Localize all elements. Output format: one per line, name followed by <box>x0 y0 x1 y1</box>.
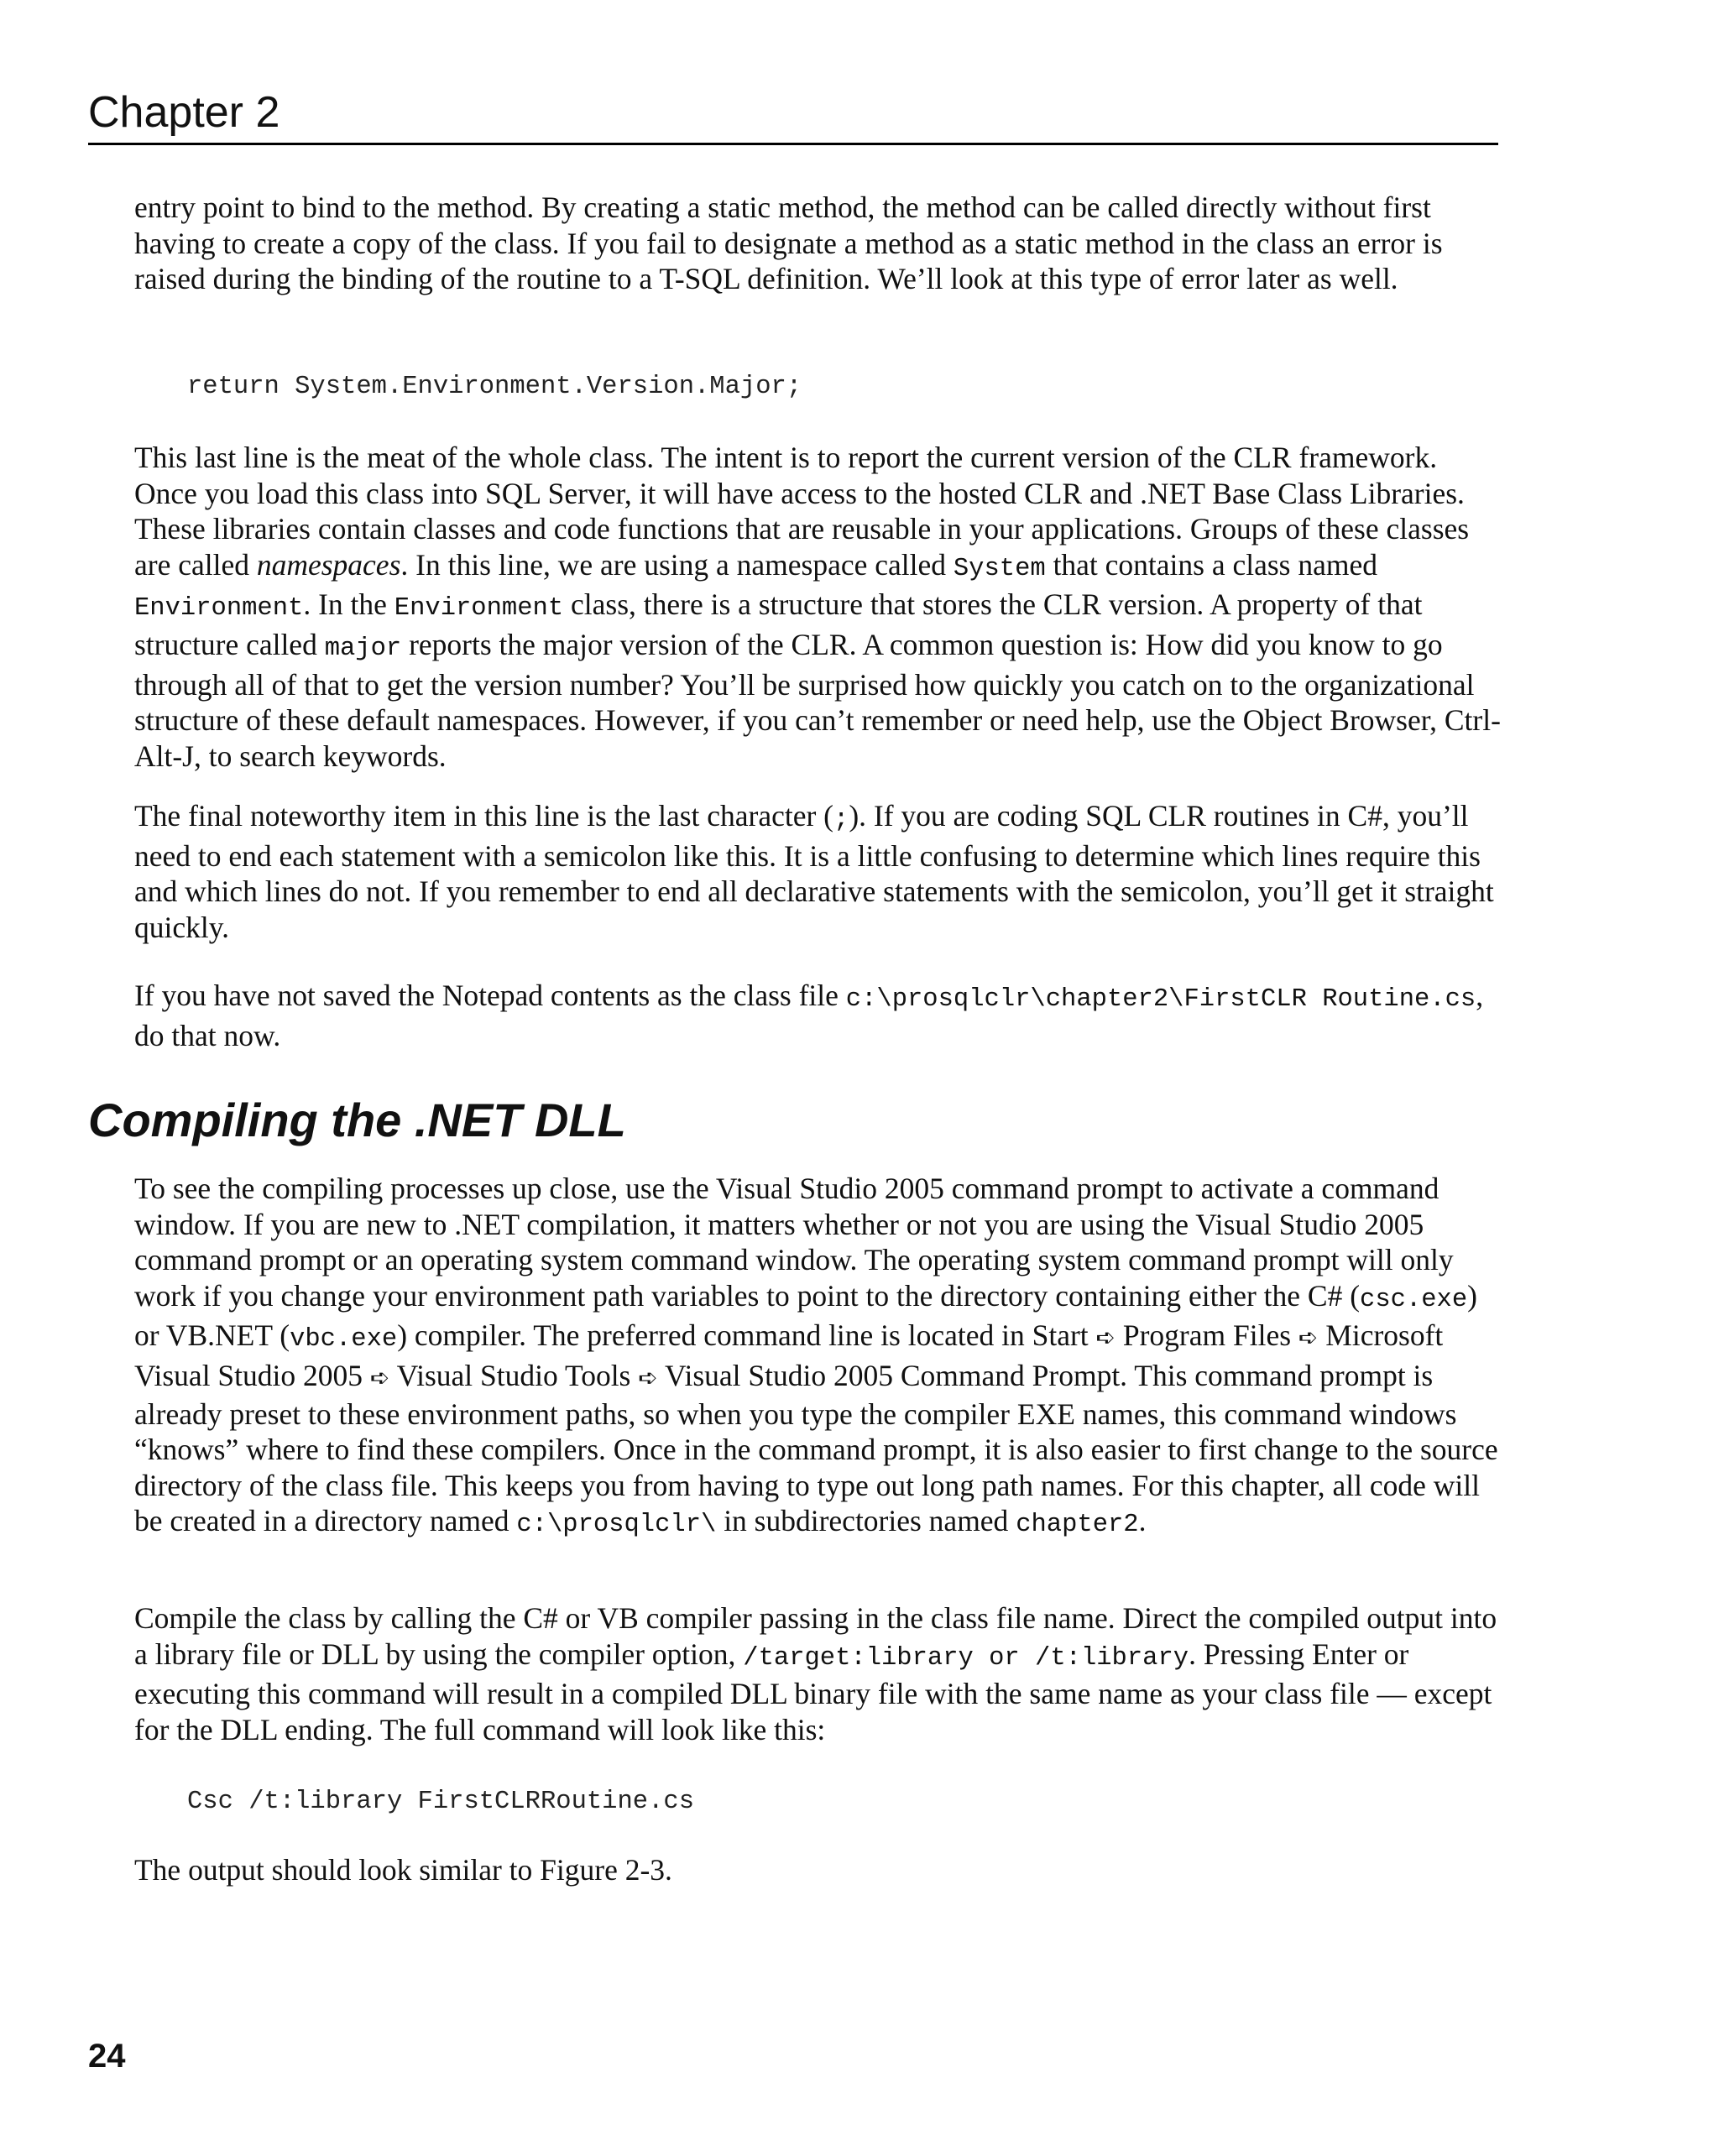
section-heading: Compiling the .NET DLL <box>88 1094 626 1146</box>
text-span: . <box>1138 1504 1147 1538</box>
inline-code: /target:library or /t:library <box>743 1643 1189 1673</box>
header-rule <box>88 143 1498 145</box>
text-span: . In this line, we are using a namespace called <box>400 547 954 582</box>
inline-code: System <box>953 554 1046 583</box>
menu-arrow-icon: ➪ <box>369 1363 390 1391</box>
inline-code: ; <box>833 806 849 834</box>
text-span: Visual Studio 2005 Command Prompt. This command prompt is already preset to these environment paths, so when you type the compiler EXE names, this command windows “knows” where to find these compilers. Once in the command prompt, it is also easier to first change to the source directory of the class file. This keeps you from having to type out long path names. For this chapter, all code will be created in a directory named <box>134 1358 1498 1538</box>
text-span: , do that now. <box>134 979 1484 1052</box>
text-span: ) compiler. The preferred command line is located in Start <box>397 1318 1096 1353</box>
text-span: If you have not saved the Notepad contents as the class file <box>134 979 846 1012</box>
paragraph-6 <box>134 1600 1502 1747</box>
menu-arrow-icon: ➪ <box>1298 1323 1319 1352</box>
code-line-2: Csc /t:library FirstCLRRoutine.cs <box>187 1788 694 1816</box>
paragraph-5 <box>134 1171 1502 1543</box>
text-span: This last line is the meat of the whole class. The intent is to report the current version of the CLR framework. Once you load this class into SQL Server, it will have access to the hosted CLR and .NET Base Class Libraries. These libraries contain classes and code functions that are reusable in your applications. Groups of these classes are called <box>134 441 1470 582</box>
paragraph-4-text <box>134 978 1502 1053</box>
text-span: To see the compiling processes up close, use the Visual Studio 2005 command prompt to activate a command window. If you are new to .NET compilation, it matters whether or not you are using the Visual Studio 2005 command prompt or an operating system command window. The operating system command prompt will only work if you change your environment path variables to point to the directory containing either the C# ( <box>134 1172 1454 1313</box>
paragraph-2-text <box>134 440 1502 774</box>
menu-arrow-icon: ➪ <box>638 1363 658 1391</box>
text-span: ). If you are coding SQL CLR routines in C#, you’ll need to end each statement with a semicolon like this. It is a little confusing to determine which lines require this and which lines do not. If you remember to end all declarative statements with the semicolon, you’ll get it straight quickly. <box>134 799 1494 944</box>
text-span: Program Files <box>1115 1318 1298 1353</box>
text-span: The final noteworthy item in this line is the last character ( <box>134 799 834 833</box>
inline-code: Environment <box>134 594 304 624</box>
inline-code: vbc.exe <box>290 1325 398 1355</box>
paragraph-2 <box>134 440 1502 774</box>
paragraph-6-text <box>134 1600 1502 1747</box>
text-span: Visual Studio Tools <box>389 1358 639 1392</box>
paragraph-3-text <box>134 798 1502 945</box>
paragraph-7 <box>134 1852 1502 1888</box>
text-span: . In the <box>303 587 394 622</box>
namespaces-term: namespaces <box>256 547 401 582</box>
text-span: Compile the class by calling the C# or VB compiler passing in the class file name. Direct the compiled output into a library file or DLL by using the compiler option, <box>134 1601 1497 1671</box>
inline-code: Environment <box>394 594 564 624</box>
code-line-1: return System.Environment.Version.Major; <box>187 373 802 401</box>
text-span: Microsoft Visual Studio 2005 <box>134 1318 1444 1392</box>
text-span: . Pressing Enter or executing this command will result in a compiled DLL binary file with the same name as your class file — except for the DLL ending. The full command will look like this: <box>134 1637 1492 1746</box>
inline-code: c:\prosqlclr\chapter2\FirstCLR Routine.cs <box>845 985 1476 1014</box>
text-span: in subdirectories named <box>716 1504 1016 1538</box>
menu-arrow-icon: ➪ <box>1095 1323 1116 1352</box>
text-span: ) or VB.NET ( <box>134 1278 1477 1353</box>
paragraph-5-text <box>134 1171 1502 1543</box>
inline-code: c:\prosqlclr\ <box>516 1511 717 1540</box>
text-span: that contains a class named <box>1045 547 1377 582</box>
text-span: class, there is a structure that stores the CLR version. A property of that structure called <box>134 587 1423 661</box>
inline-code: chapter2 <box>1016 1511 1139 1540</box>
inline-code: major <box>324 634 402 663</box>
paragraph-1 <box>134 190 1502 297</box>
text-span: reports the major version of the CLR. A common question is: How did you know to go through all of that to get the version number? You’ll be surprised how quickly you catch on to the organizational structure of these default namespaces. However, if you can’t remember or need help, use the Object Browser, Ctrl-Alt-J, to search keywords. <box>134 627 1501 773</box>
paragraph-1-text: entry point to bind to the method. By creating a static method, the method can be called directly without first having to create a copy of the class. If you fail to designate a method as a static method in the class an error is raised during the binding of the routine to a T-SQL definition. We’ll look at this type of error later as well. <box>134 191 1443 296</box>
paragraph-4 <box>134 978 1502 1053</box>
paragraph-3 <box>134 798 1502 945</box>
chapter-header: Chapter 2 <box>88 88 280 137</box>
page-number: 24 <box>88 2038 126 2075</box>
paragraph-7-text: The output should look similar to Figure 2-3. <box>134 1853 672 1887</box>
inline-code: csc.exe <box>1360 1285 1468 1314</box>
